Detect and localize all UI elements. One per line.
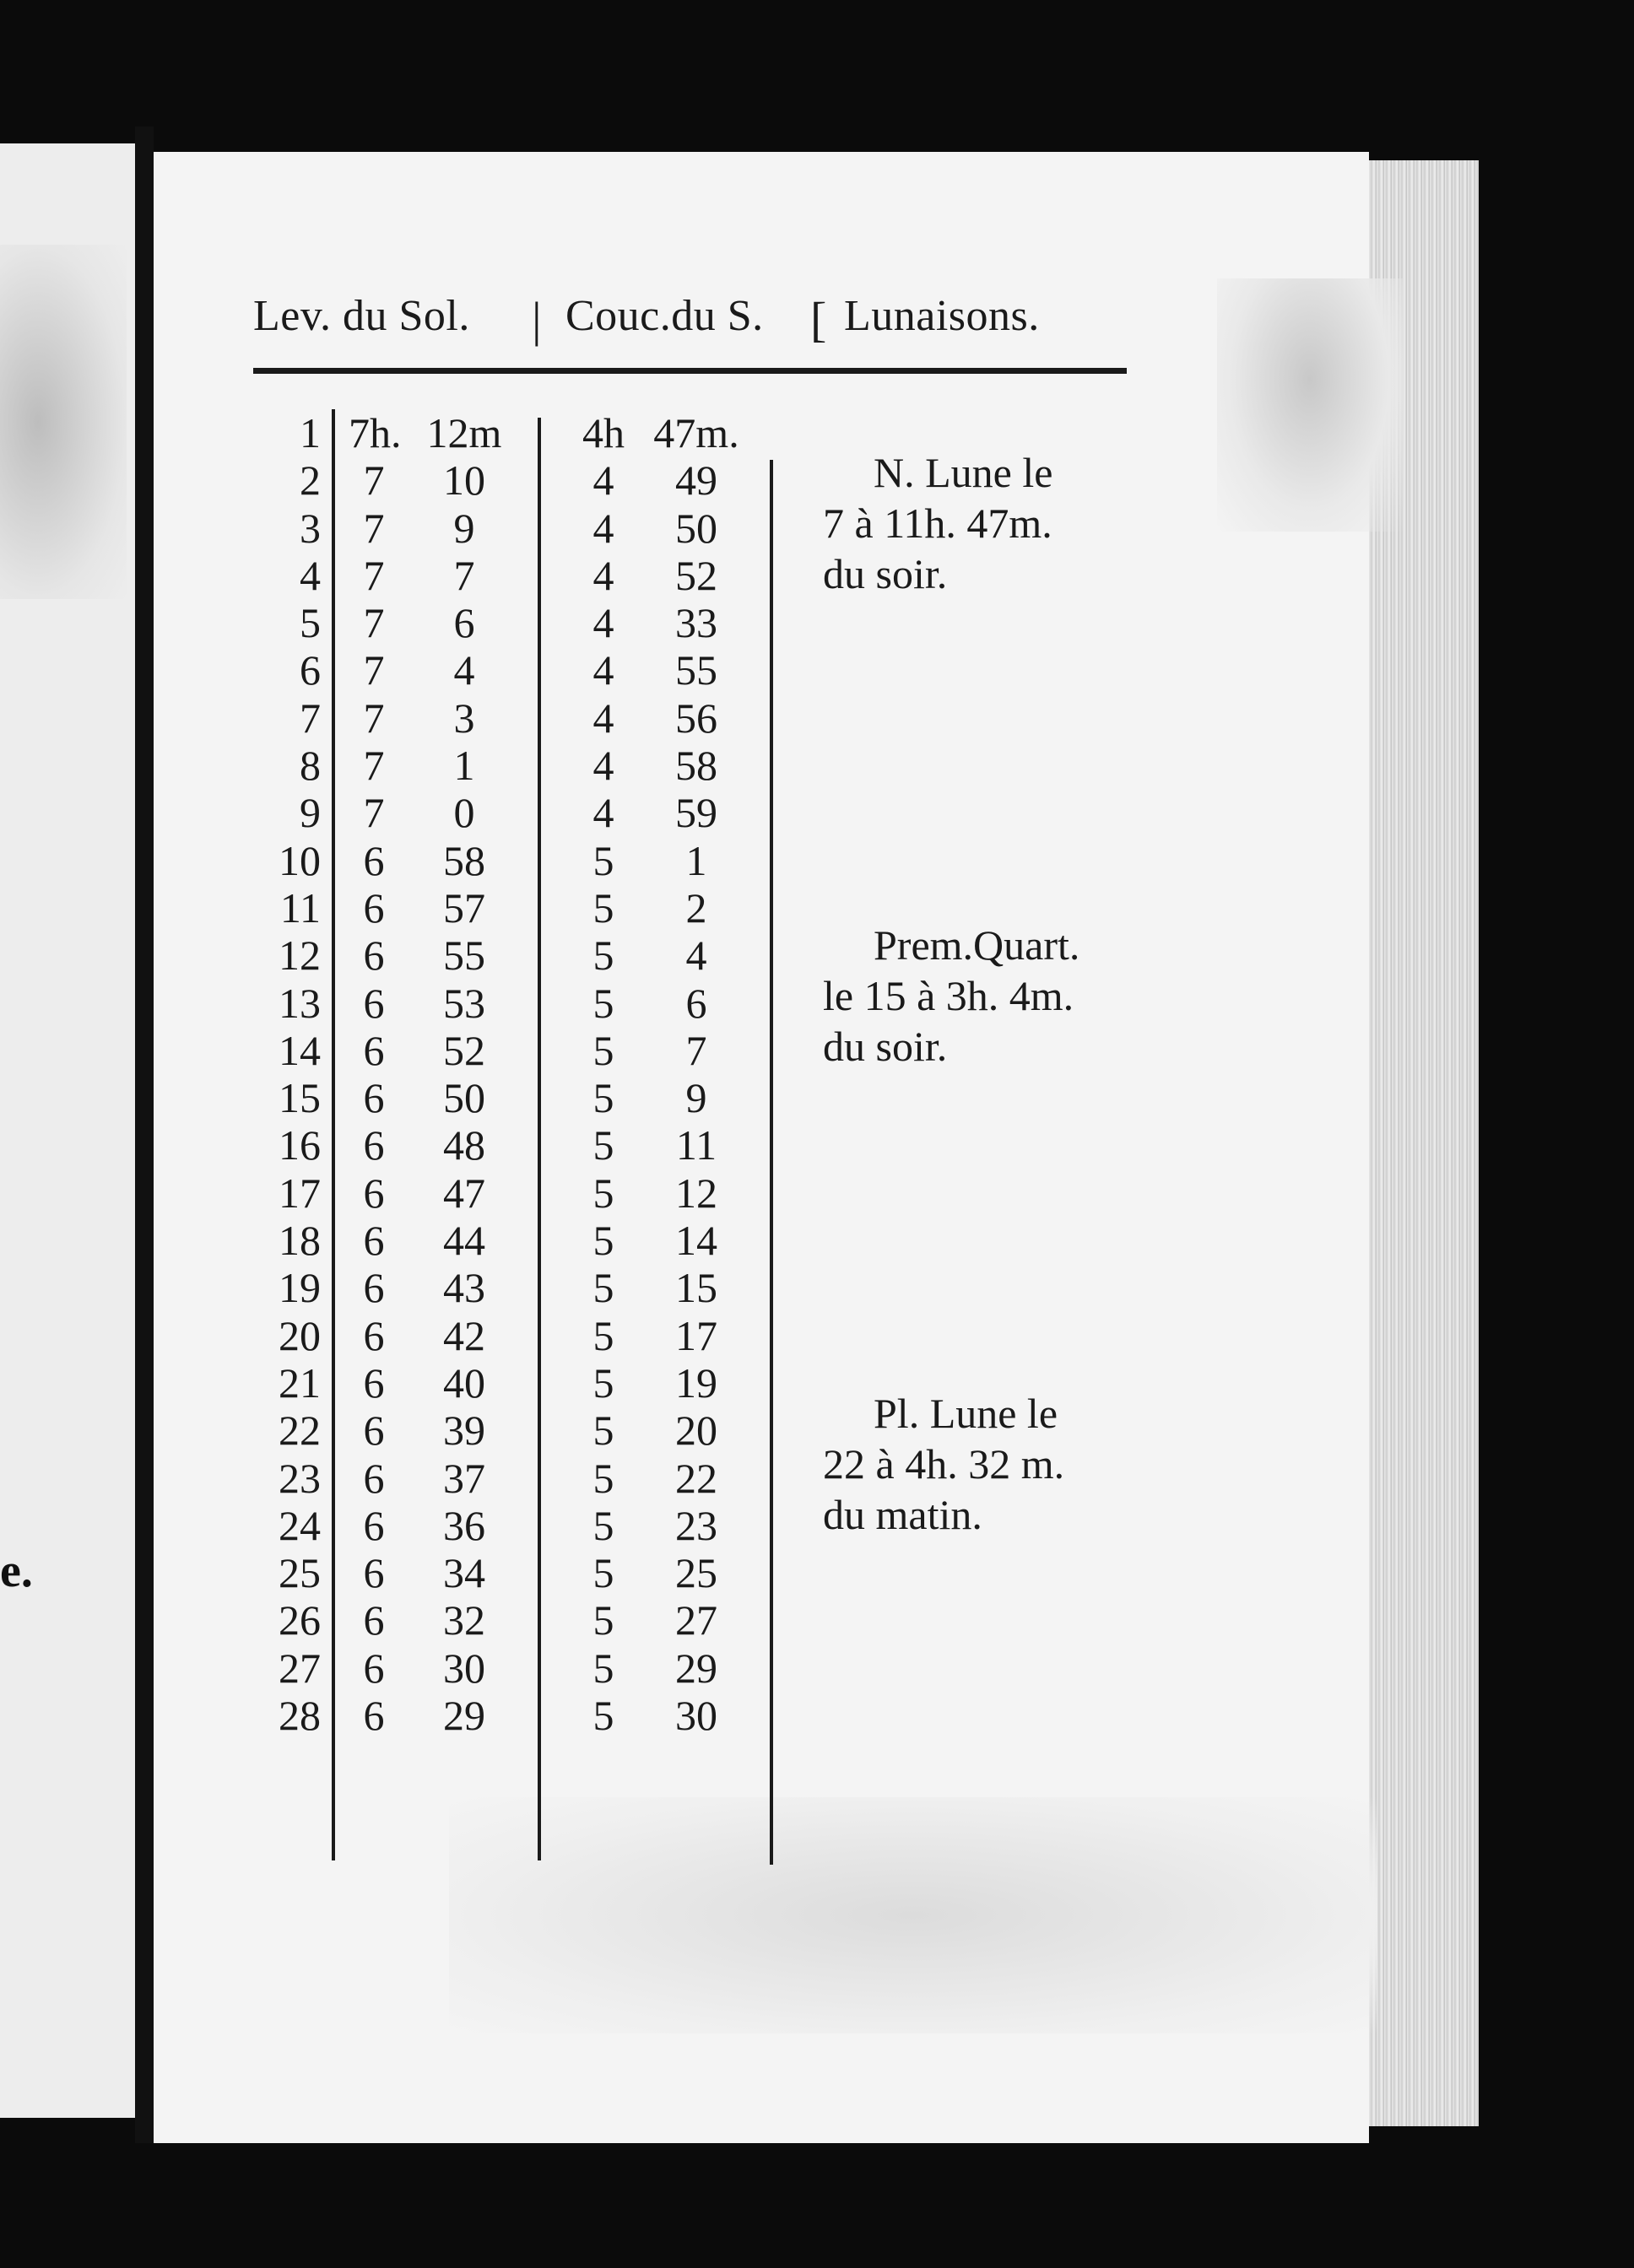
day-cell: 16: [279, 1121, 321, 1169]
day-cell: 3: [300, 504, 321, 552]
sunset-minute-cell: 58: [675, 742, 717, 790]
sunset-hour-cell: 5: [592, 1264, 614, 1312]
sunset-hour-cell: 5: [592, 836, 614, 884]
sunrise-hour-cell: 6: [363, 979, 385, 1027]
sunset-hour-cell: 5: [592, 883, 614, 932]
sunset-hour-cell: 4: [592, 694, 614, 742]
sunrise-minute-cell: 44: [443, 1217, 485, 1265]
sunset-minute-cell: 49: [675, 456, 717, 505]
sunset-minute-cell: 9: [685, 1074, 707, 1122]
sunrise-minute-cell: 36: [443, 1501, 485, 1549]
sunrise-minute-cell: 9: [453, 504, 475, 552]
sunrise-hour-cell: 6: [363, 1454, 385, 1502]
sunset-minute-cell: 17: [675, 1311, 717, 1359]
sunrise-hour-cell: 6: [363, 883, 385, 932]
sunset-minute-cell: 23: [675, 1501, 717, 1549]
sunrise-hour-cell: 7h.: [349, 409, 402, 456]
day-cell: 20: [279, 1311, 321, 1359]
table-row: [253, 456, 776, 504]
sunrise-minute-cell: 48: [443, 1121, 485, 1169]
sunrise-minute-cell: 57: [443, 883, 485, 932]
sunrise-minute-cell: 58: [443, 836, 485, 884]
lunation-line: 22 à 4h. 32 m.: [823, 1440, 1065, 1488]
day-cell: 14: [279, 1026, 321, 1074]
sunrise-hour-cell: 6: [363, 1549, 385, 1597]
table-row: [253, 1217, 776, 1264]
lunation-new-moon: [823, 447, 1144, 599]
day-cell: 17: [279, 1169, 321, 1217]
sunset-minute-cell: 11: [675, 1121, 717, 1169]
day-cell: 15: [279, 1074, 321, 1122]
table-row: [253, 409, 776, 456]
lunation-first-quarter: [823, 920, 1144, 1072]
left-page-letter: e.: [0, 1545, 33, 1597]
sunset-minute-cell: 1: [685, 836, 707, 884]
sunset-hour-cell: 4: [592, 646, 614, 694]
lunation-line: 7 à 11h. 47m.: [823, 500, 1052, 547]
sunrise-hour-cell: 6: [363, 836, 385, 884]
sunset-hour-cell: 5: [592, 1074, 614, 1122]
header-sunset: Couc.du S.: [565, 292, 764, 340]
lunation-line: du soir.: [823, 550, 948, 597]
header-separator: |: [532, 292, 543, 347]
sunrise-minute-cell: 47: [443, 1169, 485, 1217]
sunrise-minute-cell: 40: [443, 1358, 485, 1407]
sunset-hour-cell: 5: [592, 1311, 614, 1359]
table-row: [253, 505, 776, 552]
sunset-minute-cell: 52: [675, 551, 717, 599]
sunset-minute-cell: 56: [675, 694, 717, 742]
day-cell: 26: [279, 1596, 321, 1644]
day-cell: 13: [279, 979, 321, 1027]
sunset-minute-cell: 20: [675, 1407, 717, 1455]
day-cell: 18: [279, 1217, 321, 1265]
day-cell: 4: [300, 551, 321, 599]
sunset-hour-cell: 5: [592, 1454, 614, 1502]
sun-times-table: [253, 409, 776, 1739]
day-cell: 25: [279, 1549, 321, 1597]
sunrise-hour-cell: 7: [363, 599, 385, 647]
sunset-minute-cell: 12: [675, 1169, 717, 1217]
left-page-smudge: [0, 245, 127, 599]
sunset-minute-cell: 50: [675, 504, 717, 552]
sunrise-hour-cell: 6: [363, 932, 385, 980]
sunset-minute-cell: 30: [675, 1692, 717, 1740]
table-row: [253, 1264, 776, 1311]
table-row: [253, 837, 776, 884]
sunset-hour-cell: 4: [592, 742, 614, 790]
table-row: [253, 1027, 776, 1074]
sunset-hour-cell: 5: [592, 1692, 614, 1740]
sunrise-minute-cell: 30: [443, 1644, 485, 1692]
table-row: [253, 1502, 776, 1549]
sunrise-hour-cell: 6: [363, 1692, 385, 1740]
sunset-minute-cell: 22: [675, 1454, 717, 1502]
sunrise-minute-cell: 55: [443, 932, 485, 980]
day-cell: 9: [300, 789, 321, 837]
table-row: [253, 884, 776, 932]
sunrise-hour-cell: 7: [363, 646, 385, 694]
sunset-hour-cell: 5: [592, 932, 614, 980]
sunrise-minute-cell: 12m: [426, 409, 502, 456]
sunset-hour-cell: 5: [592, 1169, 614, 1217]
table-row: [253, 1169, 776, 1217]
table-row: [253, 646, 776, 694]
sunset-minute-cell: 7: [685, 1026, 707, 1074]
sunrise-minute-cell: 29: [443, 1692, 485, 1740]
sunset-hour-cell: 5: [592, 1407, 614, 1455]
sunset-hour-cell: 5: [592, 1358, 614, 1407]
sunrise-minute-cell: 6: [453, 599, 475, 647]
sunrise-hour-cell: 7: [363, 694, 385, 742]
sunset-hour-cell: 4: [592, 504, 614, 552]
table-row: [253, 1596, 776, 1644]
sunrise-minute-cell: 10: [443, 456, 485, 505]
day-cell: 22: [279, 1407, 321, 1455]
table-header: [253, 291, 1131, 350]
day-cell: 6: [300, 646, 321, 694]
sunrise-hour-cell: 6: [363, 1596, 385, 1644]
day-cell: 28: [279, 1692, 321, 1740]
day-cell: 8: [300, 742, 321, 790]
sunset-minute-cell: 15: [675, 1264, 717, 1312]
table-row: [253, 1121, 776, 1169]
sunrise-minute-cell: 52: [443, 1026, 485, 1074]
table-row: [253, 1074, 776, 1121]
sunset-minute-cell: 6: [685, 979, 707, 1027]
sunset-minute-cell: 59: [675, 789, 717, 837]
table-row: [253, 742, 776, 789]
sunrise-hour-cell: 7: [363, 504, 385, 552]
day-cell: 5: [300, 599, 321, 647]
sunrise-minute-cell: 7: [453, 551, 475, 599]
sunrise-hour-cell: 6: [363, 1217, 385, 1265]
sunset-minute-cell: 55: [675, 646, 717, 694]
sunset-hour-cell: 5: [592, 1121, 614, 1169]
book-spine: [135, 127, 154, 2143]
day-cell: 2: [300, 456, 321, 505]
lunation-line: N. Lune le: [874, 449, 1053, 496]
day-cell: 19: [279, 1264, 321, 1312]
day-cell: 1: [300, 409, 321, 456]
sunrise-hour-cell: 6: [363, 1358, 385, 1407]
sunset-hour-cell: 4h: [582, 409, 625, 456]
lunation-line: Prem.Quart.: [874, 921, 1080, 969]
sunset-hour-cell: 4: [592, 599, 614, 647]
day-cell: 27: [279, 1644, 321, 1692]
sunrise-hour-cell: 7: [363, 456, 385, 505]
table-row: [253, 1407, 776, 1454]
sunrise-hour-cell: 6: [363, 1407, 385, 1455]
table-row: [253, 1455, 776, 1502]
sunrise-hour-cell: 7: [363, 742, 385, 790]
left-page-fragment: [0, 143, 143, 2118]
sunset-minute-cell: 47m.: [653, 409, 739, 456]
sunset-minute-cell: 33: [675, 599, 717, 647]
day-cell: 21: [279, 1358, 321, 1407]
sunset-hour-cell: 5: [592, 1217, 614, 1265]
sunrise-minute-cell: 3: [453, 694, 475, 742]
day-cell: 12: [279, 932, 321, 980]
table-row: [253, 1312, 776, 1359]
sunrise-hour-cell: 7: [363, 789, 385, 837]
sunset-minute-cell: 4: [685, 932, 707, 980]
table-row: [253, 932, 776, 979]
table-row: [253, 789, 776, 836]
lunation-line: du matin.: [823, 1491, 982, 1538]
sunrise-minute-cell: 53: [443, 979, 485, 1027]
sunset-hour-cell: 5: [592, 979, 614, 1027]
sunset-hour-cell: 4: [592, 789, 614, 837]
sunrise-hour-cell: 6: [363, 1074, 385, 1122]
sunset-minute-cell: 2: [685, 883, 707, 932]
page-stain-top: [1217, 278, 1403, 532]
table-row: [253, 1549, 776, 1596]
table-row: [253, 1359, 776, 1407]
sunrise-minute-cell: 32: [443, 1596, 485, 1644]
sunrise-minute-cell: 4: [453, 646, 475, 694]
sunrise-minute-cell: 1: [453, 742, 475, 790]
sunset-minute-cell: 25: [675, 1549, 717, 1597]
day-cell: 7: [300, 694, 321, 742]
sunset-hour-cell: 5: [592, 1596, 614, 1644]
table-row: [253, 552, 776, 599]
sunrise-hour-cell: 6: [363, 1121, 385, 1169]
table-row: [253, 599, 776, 646]
sunrise-minute-cell: 37: [443, 1454, 485, 1502]
table-row: [253, 1692, 776, 1739]
lunation-line: Pl. Lune le: [874, 1390, 1058, 1437]
day-cell: 24: [279, 1501, 321, 1549]
sunset-hour-cell: 5: [592, 1644, 614, 1692]
sunset-hour-cell: 5: [592, 1501, 614, 1549]
sunrise-hour-cell: 6: [363, 1644, 385, 1692]
lunation-line: le 15 à 3h. 4m.: [823, 972, 1074, 1019]
sunset-hour-cell: 4: [592, 456, 614, 505]
header-separator: [: [810, 292, 827, 347]
sunrise-minute-cell: 39: [443, 1407, 485, 1455]
table-row: [253, 1644, 776, 1692]
header-lunations: Lunaisons.: [844, 292, 1040, 340]
day-cell: 11: [279, 883, 321, 932]
header-rule: [253, 368, 1127, 374]
lunation-line: du soir.: [823, 1023, 948, 1070]
table-row: [253, 980, 776, 1027]
sunrise-hour-cell: 6: [363, 1169, 385, 1217]
sunrise-minute-cell: 43: [443, 1264, 485, 1312]
header-sunrise: Lev. du Sol.: [253, 292, 470, 340]
sunset-hour-cell: 5: [592, 1026, 614, 1074]
sunset-minute-cell: 14: [675, 1217, 717, 1265]
sunrise-hour-cell: 6: [363, 1026, 385, 1074]
sunset-minute-cell: 19: [675, 1358, 717, 1407]
sunrise-hour-cell: 6: [363, 1311, 385, 1359]
sunset-minute-cell: 27: [675, 1596, 717, 1644]
lunation-full-moon: [823, 1388, 1144, 1540]
sunrise-minute-cell: 42: [443, 1311, 485, 1359]
sunset-hour-cell: 4: [592, 551, 614, 599]
sunrise-minute-cell: 50: [443, 1074, 485, 1122]
sunrise-minute-cell: 0: [453, 789, 475, 837]
sunrise-minute-cell: 34: [443, 1549, 485, 1597]
page-stain-bottom: [449, 1797, 1377, 2033]
sunrise-hour-cell: 6: [363, 1264, 385, 1312]
day-cell: 10: [279, 836, 321, 884]
sunset-minute-cell: 29: [675, 1644, 717, 1692]
sunset-hour-cell: 5: [592, 1549, 614, 1597]
day-cell: 23: [279, 1454, 321, 1502]
sunrise-hour-cell: 6: [363, 1501, 385, 1549]
table-row: [253, 694, 776, 742]
sunrise-hour-cell: 7: [363, 551, 385, 599]
